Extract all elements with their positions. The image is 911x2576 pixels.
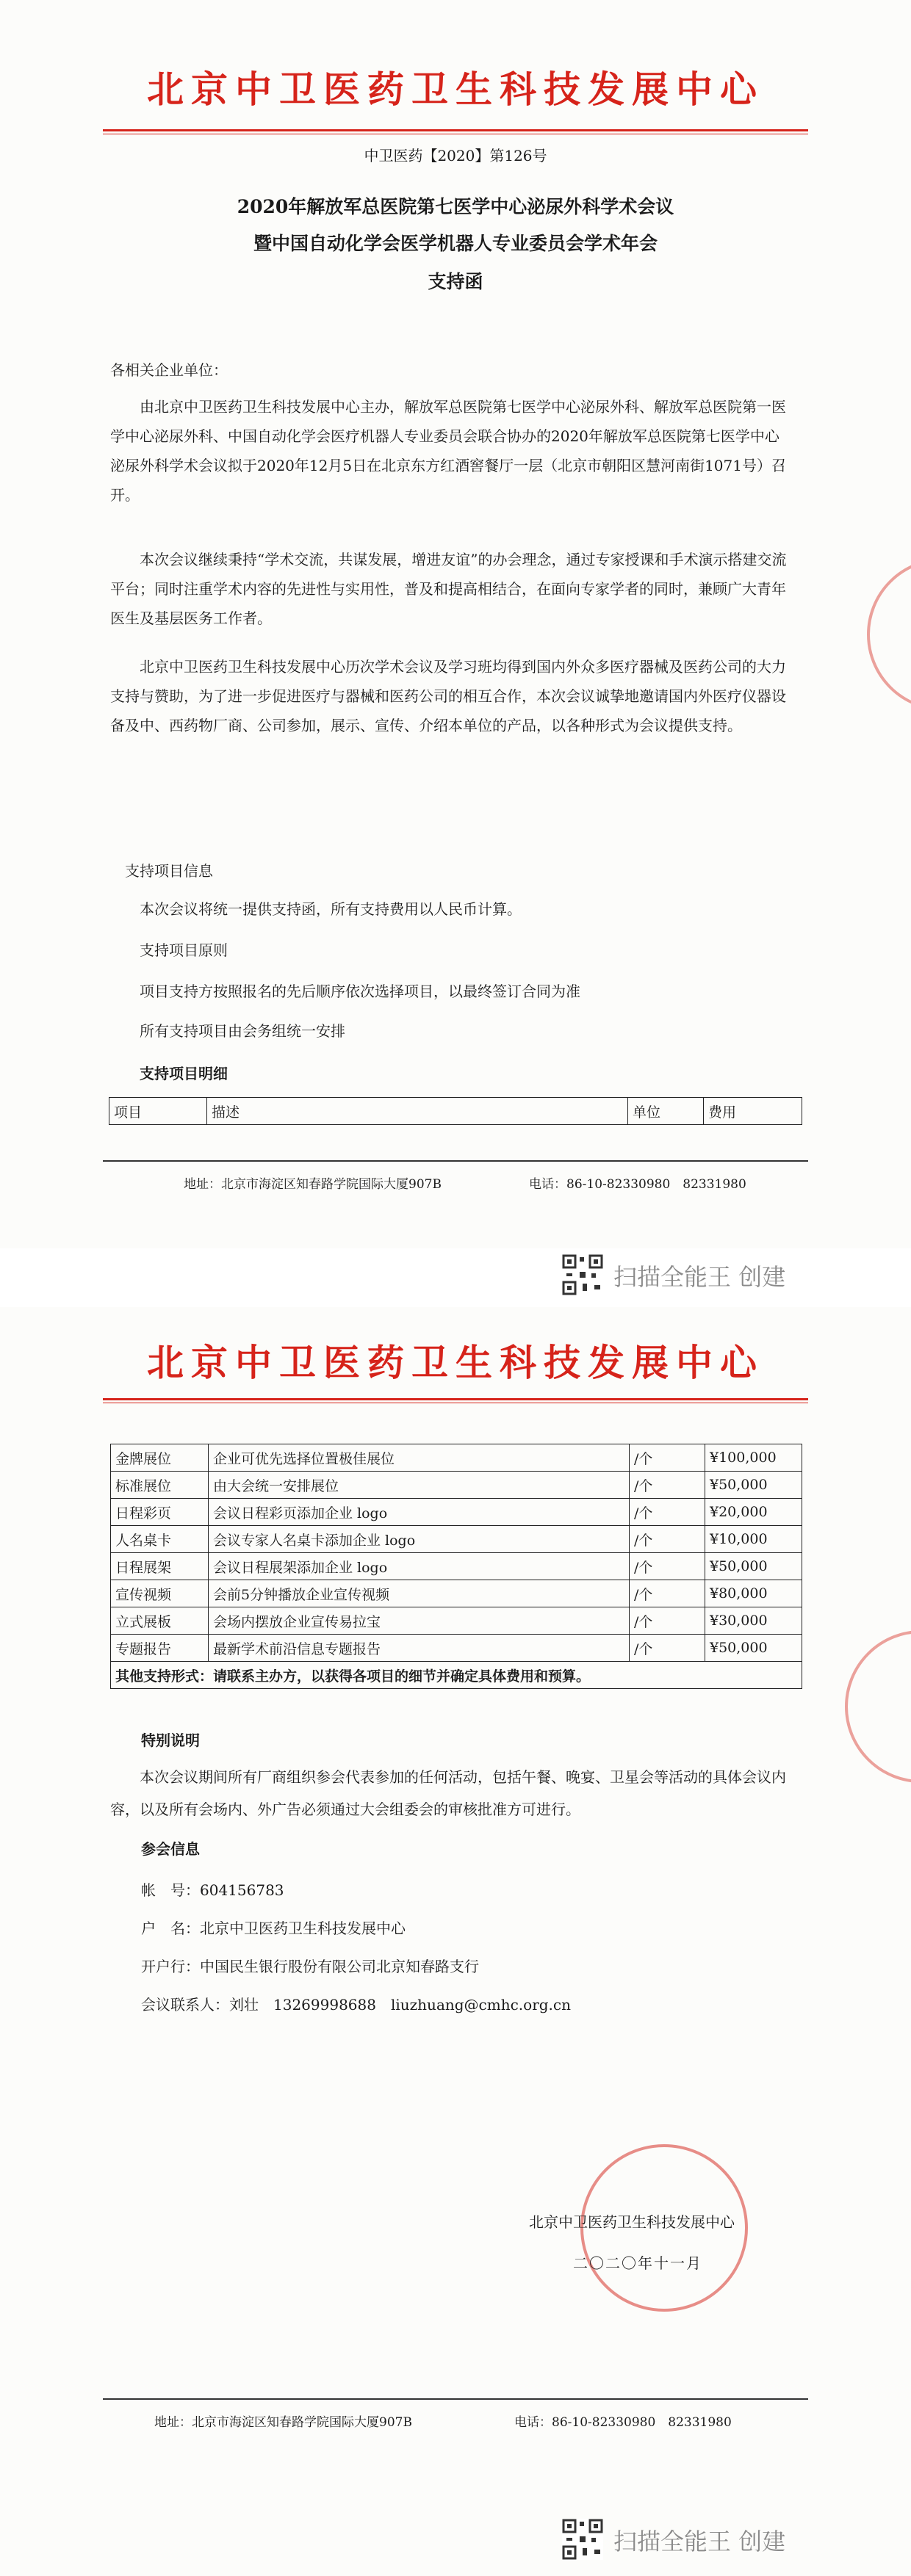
qr-code-icon bbox=[562, 1254, 603, 1295]
org-header-page-2: 北京中卫医药卫生科技发展中心 bbox=[147, 1342, 764, 1384]
row-unit: /个 bbox=[630, 1526, 705, 1553]
table-row bbox=[111, 1553, 802, 1580]
doc-number: 中卫医药【2020】第126号 bbox=[364, 147, 547, 164]
row-desc: 会议专家人名桌卡添加企业 logo bbox=[209, 1526, 630, 1553]
row-fee: ¥100,000 bbox=[705, 1444, 802, 1472]
row-desc: 会议日程展架添加企业 logo bbox=[209, 1553, 630, 1580]
holder-label: 户 名： bbox=[141, 1920, 200, 1937]
row-unit: /个 bbox=[630, 1607, 705, 1635]
scan-watermark: 扫描全能王 创建 bbox=[613, 1263, 786, 1291]
footer-phone-page-2: 电话：86-10-82330980 82331980 bbox=[514, 2415, 732, 2430]
table-row bbox=[111, 1444, 802, 1472]
table-row-other bbox=[111, 1662, 802, 1689]
doc-title-line-1: 2020年解放军总医院第七医学中心泌尿外科学术会议 bbox=[237, 196, 674, 217]
bank-row bbox=[141, 1955, 479, 1976]
paragraph-2: 本次会议继续秉持“学术交流，共谋发展，增进友谊”的办会理念，通过专家授课和手术演示搭建交流平台；同时注重学术内容的先进性与实用性，普及和提高相结合，在面向专家学者的同时，兼顾广大青年医生及基层医务工作者。 bbox=[110, 551, 787, 627]
seal-stamp-edge bbox=[867, 558, 911, 711]
table-row bbox=[111, 1499, 802, 1526]
scan-watermark-page-2: 扫描全能王 创建 bbox=[613, 2528, 786, 2555]
row-desc: 企业可优先选择位置极佳展位 bbox=[209, 1444, 630, 1472]
table-row bbox=[111, 1607, 802, 1635]
header-item: 项目 bbox=[109, 1098, 207, 1125]
row-item: 宣传视频 bbox=[111, 1580, 209, 1607]
principle-1: 项目支持方按照报名的先后顺序依次选择项目，以最终签订合同为准 bbox=[140, 983, 580, 1000]
row-fee: ¥50,000 bbox=[705, 1472, 802, 1499]
section-info-text: 本次会议将统一提供支持函，所有支持费用以人民币计算。 bbox=[140, 900, 522, 918]
support-table bbox=[110, 1444, 802, 1689]
seal-stamp-edge-page-2 bbox=[845, 1630, 911, 1783]
table-row bbox=[111, 1580, 802, 1607]
row-unit: /个 bbox=[630, 1553, 705, 1580]
special-title: 特别说明 bbox=[141, 1732, 200, 1749]
section-detail-title: 支持项目明细 bbox=[140, 1065, 228, 1082]
holder-value: 北京中卫医药卫生科技发展中心 bbox=[200, 1920, 406, 1937]
account-row bbox=[141, 1878, 284, 1900]
account-label: 帐 号： bbox=[141, 1881, 200, 1899]
doc-title-line-2: 暨中国自动化学会医学机器人专业委员会学术年会 bbox=[253, 233, 658, 254]
footer-address-page-2: 地址：北京市海淀区知春路学院国际大厦907B bbox=[154, 2415, 412, 2430]
row-item: 立式展板 bbox=[111, 1607, 209, 1635]
row-desc: 最新学术前沿信息专题报告 bbox=[209, 1635, 630, 1662]
row-fee: ¥30,000 bbox=[705, 1607, 802, 1635]
header-rule-page-2 bbox=[103, 1398, 808, 1400]
table-row bbox=[111, 1635, 802, 1662]
signature-org: 北京中卫医药卫生科技发展中心 bbox=[529, 2213, 735, 2231]
header-unit: 单位 bbox=[628, 1098, 704, 1125]
row-fee: ¥50,000 bbox=[705, 1553, 802, 1580]
section-info-title: 支持项目信息 bbox=[125, 862, 213, 880]
row-desc: 会议日程彩页添加企业 logo bbox=[209, 1499, 630, 1526]
contact-value: 刘壮 13269998688 liuzhuang@cmhc.org.cn bbox=[229, 1996, 571, 2014]
support-table-header bbox=[109, 1097, 802, 1125]
page-gap bbox=[0, 1248, 911, 1307]
row-fee: ¥80,000 bbox=[705, 1580, 802, 1607]
row-unit: /个 bbox=[630, 1472, 705, 1499]
document-page-1 bbox=[0, 0, 911, 1248]
signature-date: 二〇二〇年十一月 bbox=[573, 2254, 702, 2272]
row-other: 其他支持形式：请联系主办方，以获得各项目的细节并确定具体费用和预算。 bbox=[111, 1662, 802, 1689]
principle-2: 所有支持项目由会务组统一安排 bbox=[140, 1022, 345, 1040]
row-item: 人名桌卡 bbox=[111, 1526, 209, 1553]
attend-title: 参会信息 bbox=[141, 1840, 200, 1858]
row-item: 日程展架 bbox=[111, 1553, 209, 1580]
footer-rule bbox=[103, 1160, 808, 1162]
row-item: 专题报告 bbox=[111, 1635, 209, 1662]
header-desc: 描述 bbox=[207, 1098, 628, 1125]
special-text: 本次会议期间所有厂商组织参会代表参加的任何活动，包括午餐、晚宴、卫星会等活动的具体会议内容，以及所有会场内、外广告必须通过大会组委会的审核批准方可进行。 bbox=[110, 1768, 786, 1818]
row-unit: /个 bbox=[630, 1499, 705, 1526]
footer-rule-page-2 bbox=[103, 2398, 808, 2400]
account-value: 604156783 bbox=[200, 1881, 284, 1899]
document-page-2 bbox=[0, 1307, 911, 2576]
row-item: 金牌展位 bbox=[111, 1444, 209, 1472]
row-desc: 会前5分钟播放企业宣传视频 bbox=[209, 1580, 630, 1607]
row-desc: 会场内摆放企业宣传易拉宝 bbox=[209, 1607, 630, 1635]
row-fee: ¥50,000 bbox=[705, 1635, 802, 1662]
table-row bbox=[111, 1526, 802, 1553]
table-row bbox=[111, 1472, 802, 1499]
row-unit: /个 bbox=[630, 1444, 705, 1472]
org-header: 北京中卫医药卫生科技发展中心 bbox=[147, 68, 764, 111]
row-unit: /个 bbox=[630, 1580, 705, 1607]
header-fee: 费用 bbox=[704, 1098, 802, 1125]
header-rule bbox=[103, 129, 808, 131]
doc-title-line-3: 支持函 bbox=[428, 271, 483, 292]
row-desc: 由大会统一安排展位 bbox=[209, 1472, 630, 1499]
table-header-row bbox=[109, 1098, 802, 1125]
section-principle-title: 支持项目原则 bbox=[140, 941, 228, 959]
salutation: 各相关企业单位： bbox=[110, 361, 228, 379]
row-fee: ¥20,000 bbox=[705, 1499, 802, 1526]
bank-value: 中国民生银行股份有限公司北京知春路支行 bbox=[200, 1958, 479, 1975]
row-unit: /个 bbox=[630, 1635, 705, 1662]
paragraph-1: 由北京中卫医药卫生科技发展中心主办，解放军总医院第七医学中心泌尿外科、解放军总医院第一医学中心泌尿外科、中国自动化学会医疗机器人专业委员会联合协办的2020年解放军总医院第七医学中心泌尿外科学术会议拟于2020年12月5日在北京东方红酒窖餐厅一层（北京市朝阳区慧河南街1071号）召开。 bbox=[110, 398, 786, 504]
row-item: 标准展位 bbox=[111, 1472, 209, 1499]
qr-code-icon bbox=[562, 2519, 603, 2560]
contact-row bbox=[141, 1993, 571, 2014]
footer-address: 地址：北京市海淀区知春路学院国际大厦907B bbox=[184, 1177, 442, 1192]
bank-label: 开户行： bbox=[141, 1958, 200, 1975]
paragraph-3: 北京中卫医药卫生科技发展中心历次学术会议及学习班均得到国内外众多医疗器械及医药公司的大力支持与赞助，为了进一步促进医疗与器械和医药公司的相互合作，本次会议诚挚地邀请国内外医疗仪器设备及中、西药物厂商、公司参加，展示、宣传、介绍本单位的产品，以各种形式为会议提供支持。 bbox=[110, 658, 786, 734]
holder-row bbox=[141, 1917, 406, 1938]
row-fee: ¥10,000 bbox=[705, 1526, 802, 1553]
contact-label: 会议联系人： bbox=[141, 1996, 229, 2014]
footer-phone: 电话：86-10-82330980 82331980 bbox=[529, 1177, 746, 1192]
row-item: 日程彩页 bbox=[111, 1499, 209, 1526]
